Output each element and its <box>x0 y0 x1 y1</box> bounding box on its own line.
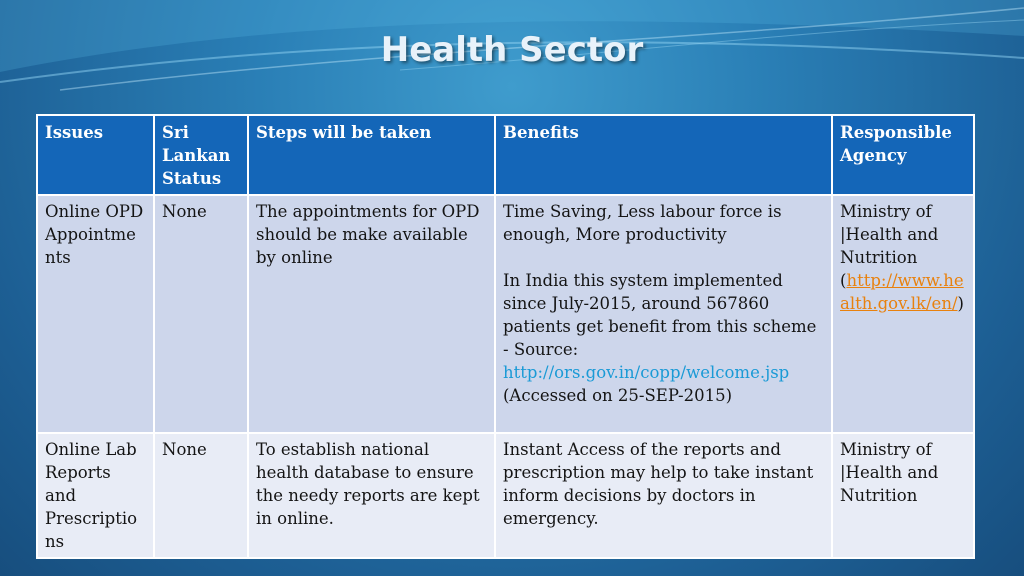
slide-title: Health Sector <box>380 30 644 70</box>
health-sector-table <box>36 114 975 559</box>
header-benefits: Benefits <box>496 116 831 194</box>
cell-agency <box>833 196 973 432</box>
accessed-date: (Accessed on 25-SEP-2015) <box>503 386 733 405</box>
paren-close: ) <box>957 294 964 313</box>
header-sri-lankan-status: Sri Lankan Status <box>155 116 247 194</box>
cell-issue: Online Lab Reports and Prescriptions <box>38 434 153 557</box>
cell-status: None <box>155 434 247 557</box>
cell-issue: Online OPD Appointments <box>38 196 153 432</box>
table-row <box>38 196 973 432</box>
paragraph-gap <box>503 246 824 269</box>
header-responsible-agency: Responsible Agency <box>833 116 973 194</box>
header-issues: Issues <box>38 116 153 194</box>
agency-name: Ministry of |Health and Nutrition <box>840 202 939 267</box>
cell-status: None <box>155 196 247 432</box>
cell-benefits: Instant Access of the reports and prescription may help to take instant inform decisions by doctors in emergency. <box>496 434 831 557</box>
header-steps: Steps will be taken <box>249 116 494 194</box>
benefits-summary: Time Saving, Less labour force is enough, More productivity <box>503 202 782 244</box>
cell-benefits <box>496 196 831 432</box>
source-link[interactable]: http://ors.gov.in/copp/welcome.jsp <box>503 363 790 382</box>
table-header-row <box>38 116 973 194</box>
table-row <box>38 434 973 557</box>
agency-website-link[interactable]: http://www.health.gov.lk/en/ <box>840 271 964 313</box>
benefits-india-note: In India this system implemented since July-2015, around 567860 patients get benefit from this scheme - Source: <box>503 271 817 359</box>
paren-open: ( <box>840 271 847 290</box>
cell-steps: To establish national health database to ensure the needy reports are kept in online. <box>249 434 494 557</box>
cell-steps: The appointments for OPD should be make available by online <box>249 196 494 432</box>
cell-agency: Ministry of |Health and Nutrition <box>833 434 973 557</box>
